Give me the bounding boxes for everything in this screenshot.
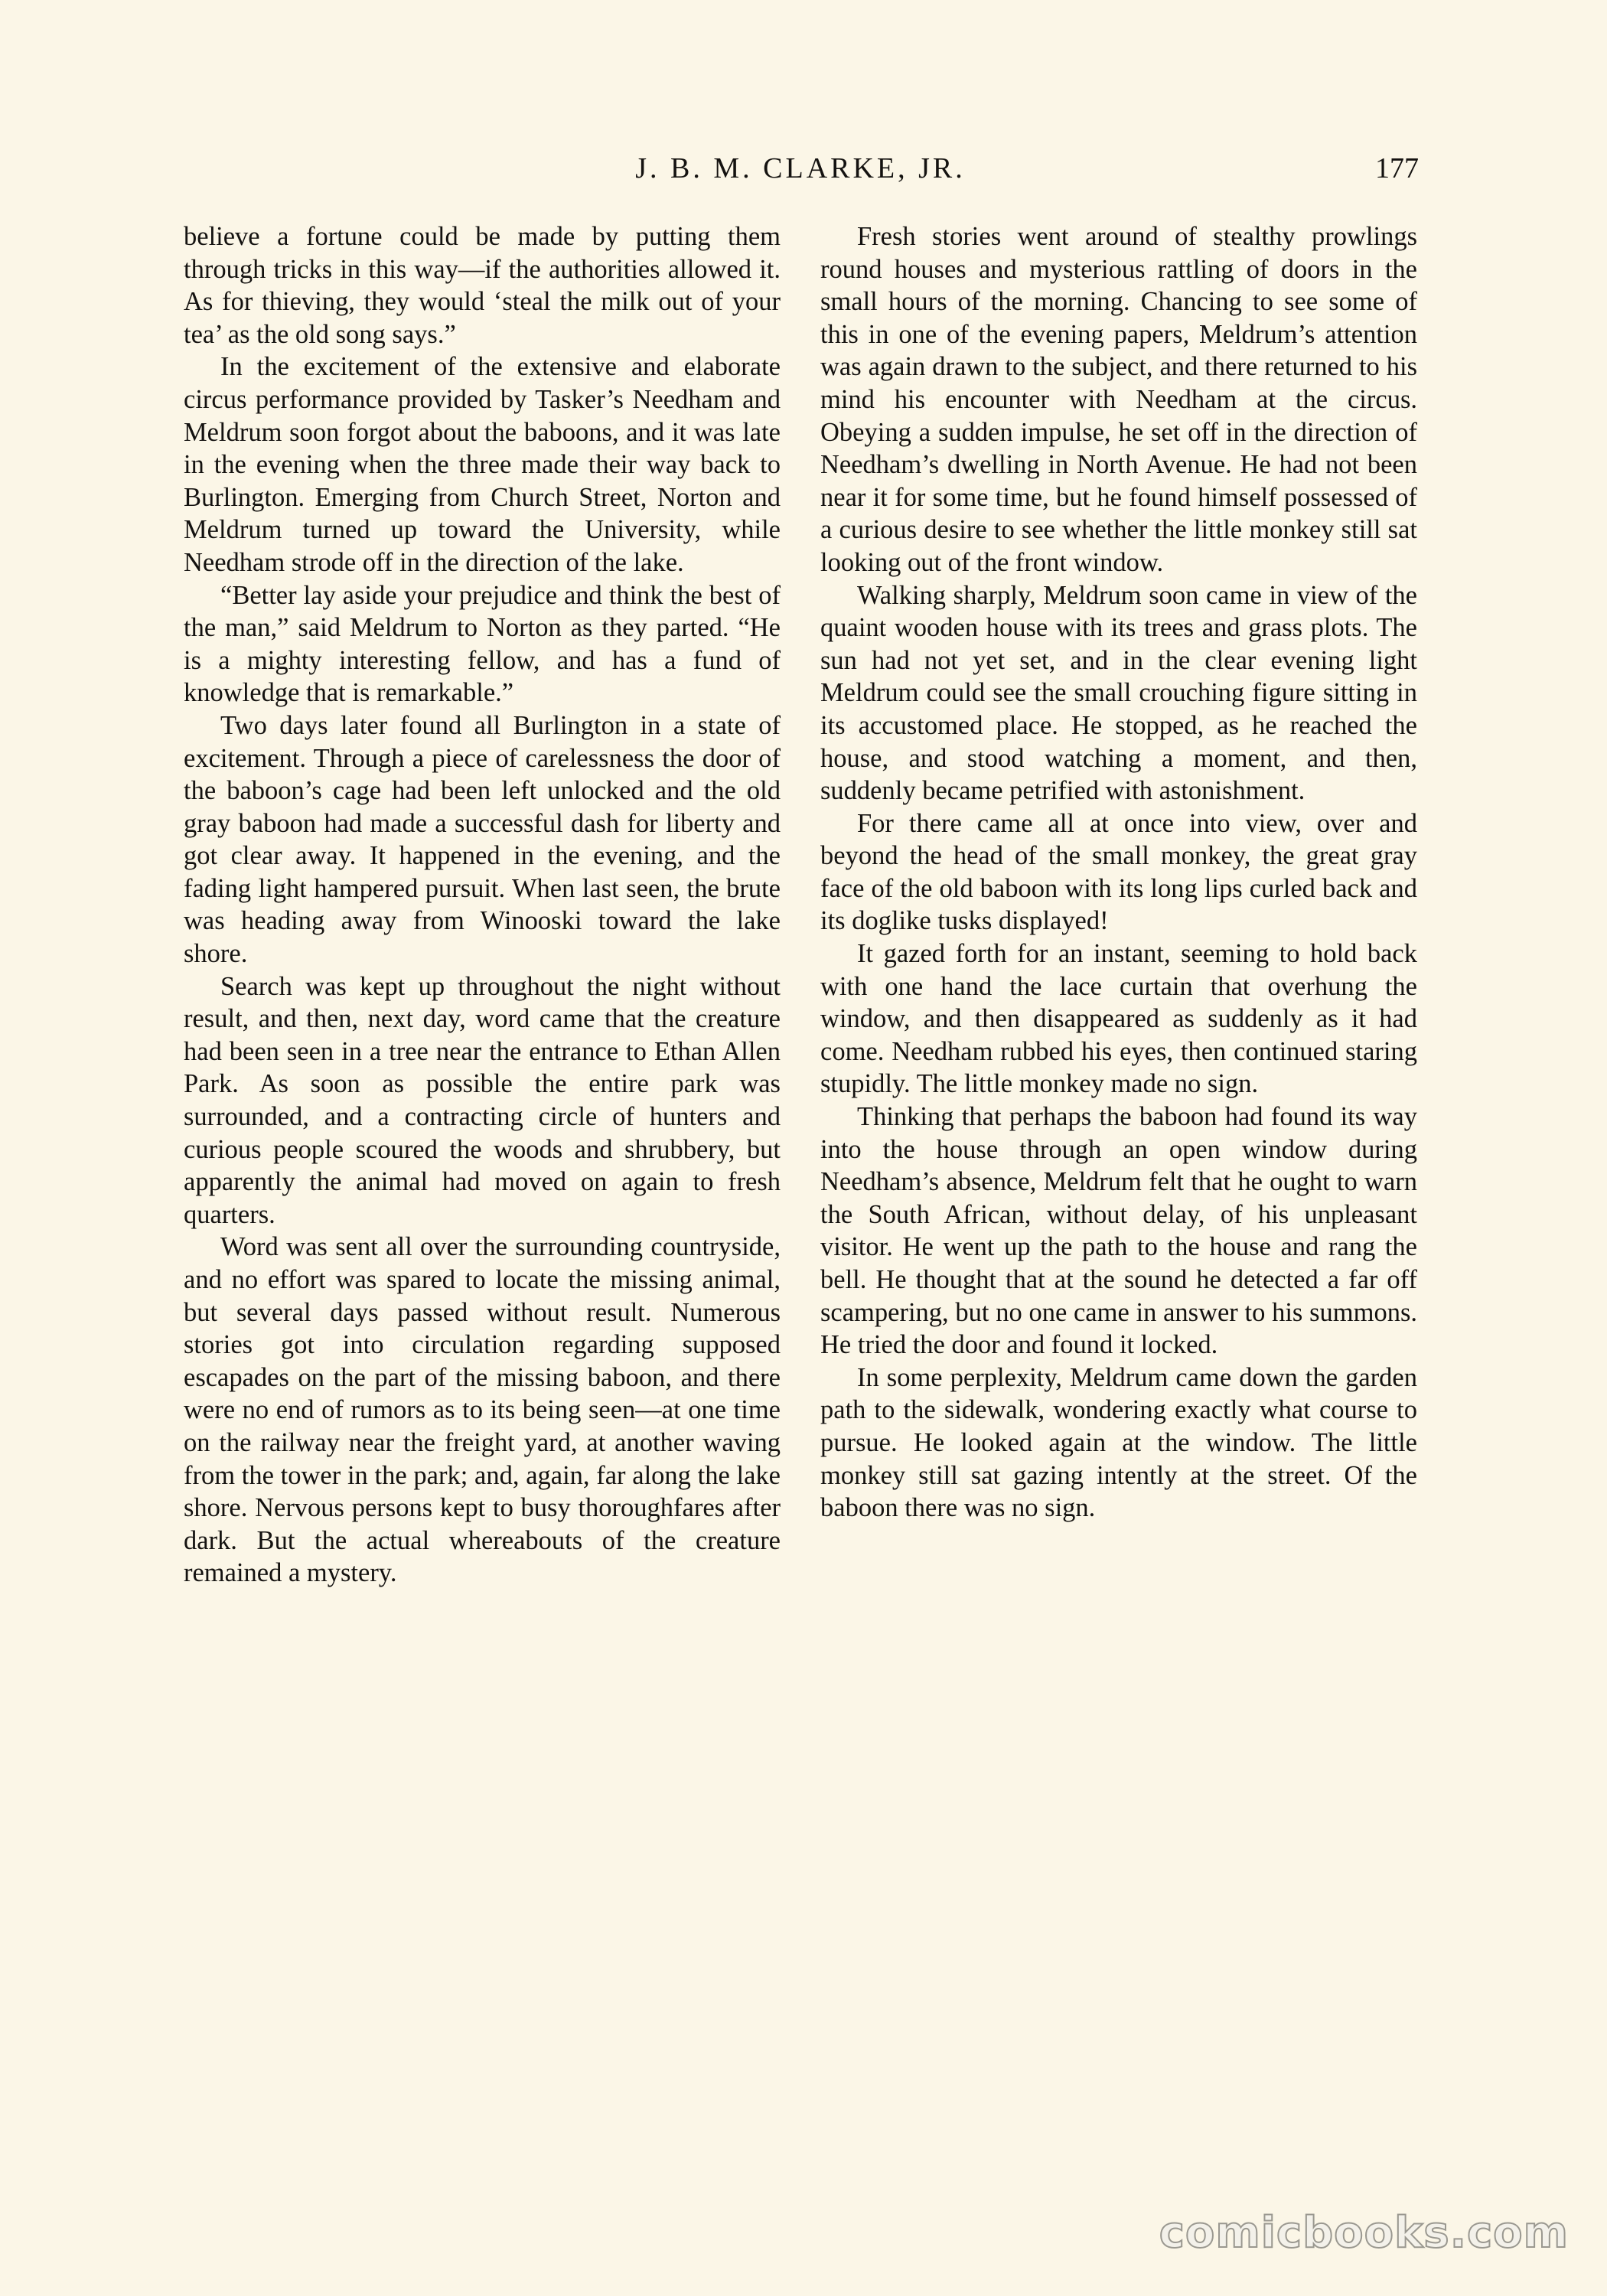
paragraph: Thinking that perhaps the baboon had found its way into the house through an open window during Needham’s absence, Meldrum felt that he ought to warn the South African, without delay, of his unpleasant visitor. He went up the path to the house and rang the bell. He thought that at the sound he detected a far off scampering, but no one came in answer to his summons. He tried the door and found it locked. bbox=[820, 1102, 1417, 1360]
paragraph: Walking sharply, Meldrum soon came in view of the quaint wooden house with its trees and grass plots. The sun had not yet set, and in the clear evening light Meldrum could see the small crouching figure sitting in its accustomed place. He stopped, as he reached the house, and stood watching a moment, and then, suddenly became petrified with astonishment. bbox=[820, 580, 1417, 806]
paragraph: For there came all at once into view, over and beyond the head of the small monkey, the great gray face of the old baboon with its long lips curled back and its doglike tusks displayed! bbox=[820, 808, 1417, 936]
paragraph-continued: believe a fortune could be made by putting them through tricks in this way—if the authorities allowed it. As for thieving, they would ‘steal the milk out of your tea’ as the old song says.” bbox=[184, 222, 781, 349]
running-title: J. B. M. CLARKE, JR. bbox=[635, 152, 966, 184]
paragraph: Two days later found all Burlington in a state of excitement. Through a piece of carelessness the door of the baboon’s cage had been left unlocked and the old gray baboon had made a successful dash for liberty and got clear away. It happened in the evening, and the fading light hampered pursuit. When last seen, the brute was heading away from Winooski toward the lake shore. bbox=[184, 710, 781, 969]
paragraph: It gazed forth for an instant, seeming to hold back with one hand the lace curtain that overhung the window, and then disappeared as suddenly as it had come. Needham rubbed his eyes, then continued staring stupidly. The little monkey made no sign. bbox=[820, 939, 1417, 1099]
page-number: 177 bbox=[1375, 152, 1419, 184]
right-column bbox=[820, 220, 1417, 1525]
paragraph: “Better lay aside your prejudice and think the best of the man,” said Meldrum to Norton as they parted. “He is a mighty interesting fellow, and has a fund of knowledge that is remarkable.” bbox=[184, 580, 781, 708]
paragraph: In the excitement of the extensive and elaborate circus performance provided by Tasker’s Needham and Meldrum soon forgot about the baboons, and it was late in the evening when the three made their way back to Burlington. Emerging from Church Street, Norton and Meldrum turned up toward the University, while Needham strode off in the direction of the lake. bbox=[184, 352, 781, 577]
paragraph: Fresh stories went around of stealthy prowlings round houses and mysterious rattling of doors in the small hours of the morning. Chancing to see some of this in one of the evening papers, Meldrum’s attention was again drawn to the subject, and there returned to his mind his encounter with Needham at the circus. Obeying a sudden impulse, he set off in the direction of Needham’s dwelling in North Avenue. He had not been near it for some time, but he found himself possessed of a curious desire to see whether the little monkey still sat looking out of the front window. bbox=[820, 222, 1417, 577]
paragraph: Search was kept up throughout the night without result, and then, next day, word came that the creature had been seen in a tree near the entrance to Ethan Allen Park. As soon as possible the entire park was surrounded, and a contracting circle of hunters and curious people scoured the woods and shrubbery, but apparently the animal had moved on again to fresh quarters. bbox=[184, 971, 781, 1229]
watermark: comicbooks.com bbox=[1159, 2208, 1569, 2258]
running-head bbox=[182, 152, 1419, 197]
paragraph: In some perplexity, Meldrum came down the garden path to the sidewalk, wondering exactly what course to pursue. He looked again at the window. The little monkey still sat gazing intently at the street. Of the baboon there was no sign. bbox=[820, 1362, 1417, 1523]
paragraph: Word was sent all over the surrounding countryside, and no effort was spared to locate the missing animal, but several days passed without result. Numerous stories got into circulation regarding supposed escapades on the part of the missing baboon, and there were no end of rumors as to its being seen—at one time on the railway near the freight yard, at another waving from the tower in the park; and, again, far along the lake shore. Nervous persons kept to busy thoroughfares after dark. But the actual whereabouts of the creature remained a mystery. bbox=[184, 1232, 781, 1588]
left-column bbox=[184, 220, 781, 1590]
